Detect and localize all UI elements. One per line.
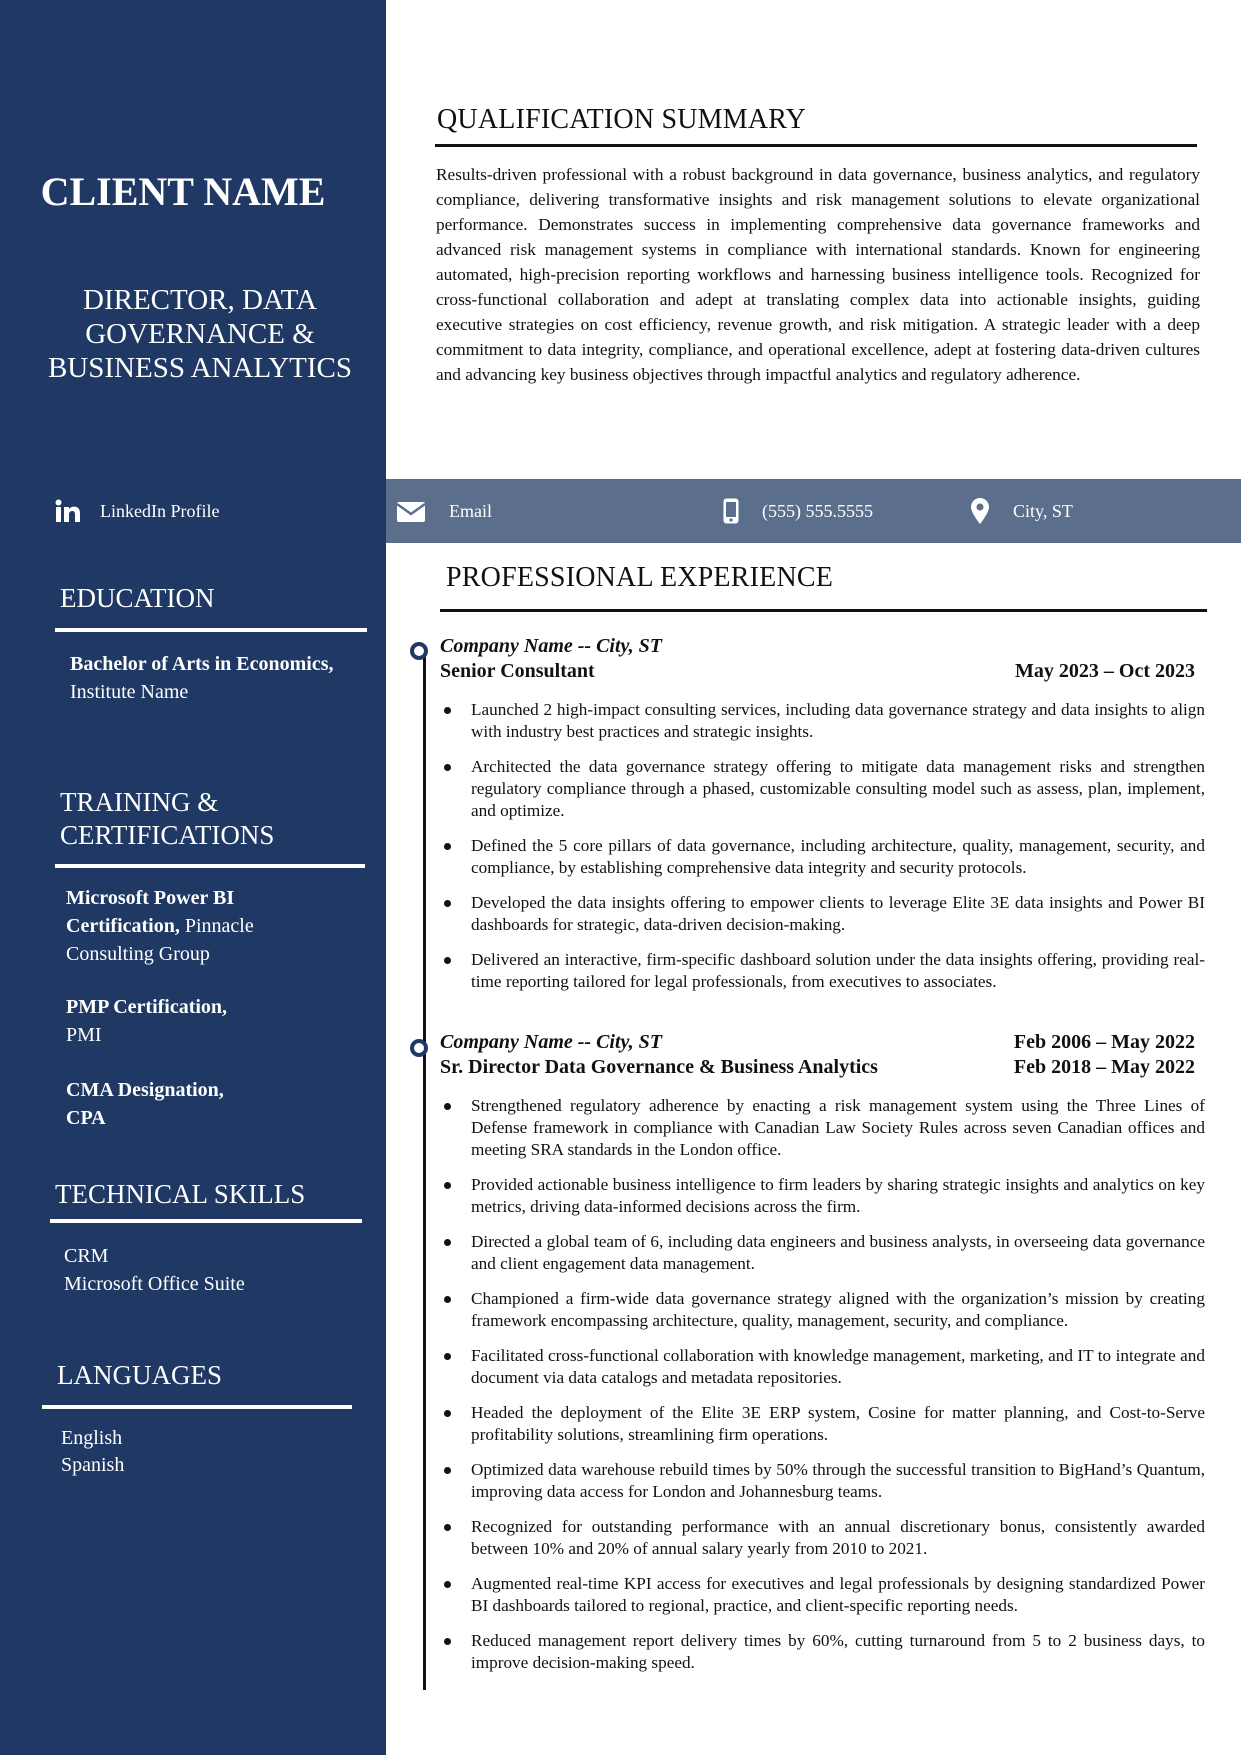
job-bullet: Directed a global team of 6, including data engineers and business analysts, in overseeing data governance and client engagement data management. [440, 1231, 1205, 1275]
timeline-dot [411, 1040, 427, 1056]
cert-name: Microsoft Power BI [66, 887, 235, 909]
job-bullet: Headed the deployment of the Elite 3E ERP system, Cosine for matter planning, and Cost-to-Serve profitability solutions, streamlining firm operations. [440, 1402, 1205, 1446]
certification-item [66, 1076, 224, 1132]
job-bullet: Delivered an interactive, firm-specific dashboard solution under the data insights offering, providing real-time reporting tailored for legal professionals, from executives to associates. [440, 949, 1205, 993]
job-title: DIRECTOR, DATA GOVERNANCE & BUSINESS ANALYTICS [47, 284, 353, 384]
client-name: CLIENT NAME [40, 169, 326, 214]
job-company: Company Name -- City, ST [440, 635, 663, 657]
experience-heading: PROFESSIONAL EXPERIENCE [446, 562, 834, 593]
job-entry [440, 1030, 1205, 1687]
location-label: City, ST [1013, 500, 1073, 521]
contact-linkedin[interactable] [55, 479, 219, 543]
job-bullet: Provided actionable business intelligence to firm leaders by sharing strategic insights and analytics on key metrics, driving data-informed decisions across the firm. [440, 1174, 1205, 1218]
summary-divider [435, 144, 1197, 147]
training-heading-line2: CERTIFICATIONS [60, 820, 275, 850]
certification-item [66, 993, 227, 1049]
job-bullet: Defined the 5 core pillars of data governance, including architecture, quality, management, security, and compliance, by establishing comprehensive data integrity and security protocols. [440, 835, 1205, 879]
timeline-dot [411, 643, 427, 659]
summary-text: Results-driven professional with a robust background in data governance, business analytics, and regulatory compliance, delivering transformative insights and risk management solutions to elevate organizational performance. Demonstrates success in implementing comprehensive data governance frameworks and advanced risk management systems in compliance with international standards. Known for engineering automated, high-precision reporting workflows and harnessing business intelligence tools. Recognized for cross-functional collaboration and adept at translating complex data into actionable insights, guiding executive strategies on cost efficiency, revenue growth, and risk mitigation. A strategic leader with a deep commitment to data integrity, compliance, and operational excellence, adept at fostering data-driven cultures and advancing key business objectives through impactful analytics and regulatory adherence. [436, 165, 1200, 384]
job-bullet: Strengthened regulatory adherence by enacting a risk management system using the Three Lines of Defense framework in compliance with Canadian Law Society Rules across seven Canadian offices and meeting SRA standards in the London office. [440, 1095, 1205, 1161]
cert-name: PMP Certification, [66, 996, 228, 1018]
cert-issuer: Pinnacle [179, 915, 254, 937]
job-bullet: Facilitated cross-functional collaboration with knowledge management, marketing, and IT to integrate and document via data catalogs and metadata repositories. [440, 1345, 1205, 1389]
experience-divider [440, 609, 1207, 612]
job-bullet: Optimized data warehouse rebuild times by 50% through the successful transition to BigHand’s Quantum, improving data access for London and Johannesburg teams. [440, 1459, 1205, 1503]
education-institution: Institute Name [70, 681, 189, 703]
language-item: Spanish [61, 1454, 125, 1476]
cert-issuer-cont: Consulting Group [66, 943, 210, 965]
job-bullets [440, 699, 1205, 993]
cert-issuer: CPA [66, 1107, 106, 1129]
job-company-dates: Feb 2006 – May 2022 [1013, 1031, 1195, 1053]
education-entry [70, 650, 334, 706]
job-role: Sr. Director Data Governance & Business Analytics [440, 1056, 878, 1078]
job-bullet: Architected the data governance strategy offering to mitigate data management risks and strengthen regulatory compliance through a phased, customizable consulting model such as assess, plan, implement, and optimize. [440, 756, 1205, 822]
job-role-dates: Feb 2018 – May 2022 [1013, 1056, 1195, 1078]
cert-name-cont: Certification, [66, 915, 180, 937]
job-bullet: Developed the data insights offering to empower clients to leverage Elite 3E data insights and Power BI dashboards for strategic, data-driven decision-making. [440, 892, 1205, 936]
job-bullet: Championed a firm-wide data governance strategy aligned with the organization’s mission by creating framework encompassing architecture, quality, management, security, and compliance. [440, 1288, 1205, 1332]
training-heading [60, 786, 274, 852]
contact-location[interactable] [971, 479, 1073, 543]
envelope-icon [397, 500, 425, 522]
skill-item: Microsoft Office Suite [64, 1273, 245, 1295]
job-entry [440, 634, 1205, 1006]
contact-phone[interactable] [723, 479, 873, 543]
training-heading-line1: TRAINING & [60, 787, 219, 817]
education-divider [55, 628, 367, 632]
timeline-line [423, 650, 426, 1690]
skills-divider [50, 1219, 362, 1223]
certification-item [66, 884, 254, 968]
job-bullet: Launched 2 high-impact consulting services, including data governance strategy and data insights to align with industry best practices and strategic insights. [440, 699, 1205, 743]
phone-icon [723, 498, 739, 524]
job-bullet: Augmented real-time KPI access for executives and legal professionals by designing standardized Power BI dashboards tailored to regional, practice, and client-specific reporting needs. [440, 1573, 1205, 1617]
phone-label: (555) 555.5555 [762, 500, 873, 521]
languages-divider [42, 1405, 352, 1409]
job-bullet: Recognized for outstanding performance with an annual discretionary bonus, consistently awarded between 10% and 20% of annual salary yearly from 2010 to 2021. [440, 1516, 1205, 1560]
job-bullets [440, 1095, 1205, 1674]
job-role: Senior Consultant [440, 660, 595, 682]
languages-heading: LANGUAGES [57, 1360, 222, 1390]
education-heading: EDUCATION [60, 583, 215, 613]
skill-item: CRM [64, 1245, 109, 1267]
language-item: English [61, 1427, 123, 1449]
linkedin-icon [55, 499, 81, 523]
email-label: Email [449, 500, 492, 521]
contact-email[interactable] [397, 479, 492, 543]
job-bullet: Reduced management report delivery times by 60%, cutting turnaround from 5 to 2 business days, to improve decision-making speed. [440, 1630, 1205, 1674]
map-pin-icon [971, 498, 989, 524]
summary-heading: QUALIFICATION SUMMARY [437, 104, 807, 135]
training-divider [55, 864, 365, 868]
education-degree: Bachelor of Arts in Economics, [70, 653, 334, 675]
linkedin-label: LinkedIn Profile [100, 500, 220, 521]
cert-issuer: PMI [66, 1024, 102, 1046]
skills-heading: TECHNICAL SKILLS [55, 1179, 306, 1209]
job-company: Company Name -- City, ST [440, 1031, 663, 1053]
job-role-dates: May 2023 – Oct 2023 [1015, 660, 1195, 682]
sidebar-panel [0, 0, 386, 1755]
cert-name: CMA Designation, [66, 1079, 224, 1101]
